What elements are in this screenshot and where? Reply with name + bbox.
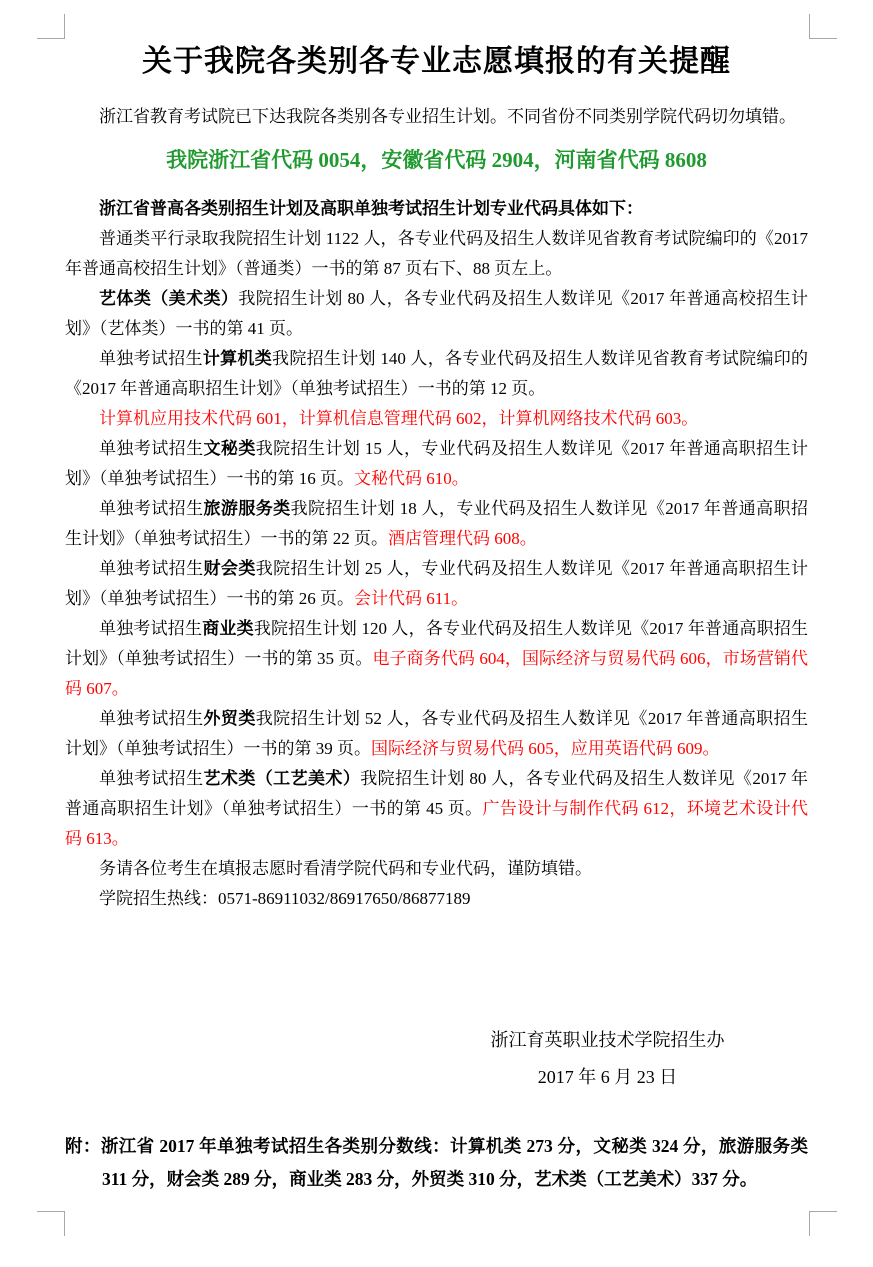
signature-org: 浙江育英职业技术学院招生办 [490, 1030, 725, 1050]
text-run: 浙江省普高各类别招生计划及高职单独考试招生计划专业代码具体如下： [99, 199, 643, 218]
paragraph [65, 284, 808, 344]
college-codes-line [65, 144, 808, 176]
crop-mark-bottom-right [809, 1211, 837, 1236]
text-run: 文秘代码 610。 [354, 469, 469, 488]
paragraph [65, 194, 808, 224]
text-run: 文秘类 [203, 439, 256, 458]
text-run: 计算机应用技术代码 601，计算机信息管理代码 602，计算机网络技术代码 603。 [99, 409, 699, 428]
paragraph [65, 884, 808, 914]
paragraph [65, 344, 808, 404]
appendix [65, 1130, 808, 1196]
paragraph [65, 764, 808, 854]
text-run: 酒店管理代码 608。 [388, 529, 537, 548]
text-run: 单独考试招生 [99, 769, 204, 788]
text-run: 广告设计与制作代码 612，环境艺术设计代码 613。 [65, 799, 809, 848]
paragraph [65, 404, 808, 434]
text-run: 务请各位考生在填报志愿时看清学院代码和专业代码，谨防填错。 [99, 859, 592, 878]
text-run: 单独考试招生 [99, 499, 204, 518]
text-run: 我院招生计划 140 人，各专业代码及招生人数详见省教育考试院编印的《2017 年普通高职招生计划》（单独考试招生）一书的第 12 页。 [65, 349, 809, 398]
document-body [65, 102, 808, 914]
appendix-prefix: 附： [65, 1136, 101, 1156]
text-run: 单独考试招生 [99, 349, 203, 368]
signature-date: 2017 年 6 月 23 日 [537, 1067, 678, 1087]
text-run: 国际经济与贸易代码 605，应用英语代码 609。 [371, 739, 720, 758]
text-run: 外贸类 [203, 709, 256, 728]
appendix-text: 浙江省 2017 年单独考试招生各类别分数线：计算机类 273 分，文秘类 324 分，旅游服务类 311 分，财会类 289 分，商业类 283 分，外贸类 310 分，艺术类（工艺美术）337 分。 [100, 1136, 809, 1189]
text-run: 普通类平行录取我院招生计划 1122 人，各专业代码及招生人数详见省教育考试院编印的《2017 年普通高校招生计划》（普通类）一书的第 87 页右下、88 页左上。 [65, 229, 808, 278]
crop-mark-bottom-left [37, 1211, 65, 1236]
text-run: 艺术类（工艺美术） [203, 769, 361, 788]
text-run: 单独考试招生 [99, 619, 203, 638]
paragraph [65, 704, 808, 764]
text-run: 我院招生计划 18 人，专业代码及招生人数详见《2017 年普通高职招生计划》（单独考试招生）一书的第 22 页。 [65, 499, 809, 548]
text-run: 旅游服务类 [203, 499, 291, 518]
text-run: 商业类 [202, 619, 254, 638]
crop-mark-top-right [809, 14, 837, 39]
text-run: 艺体类（美术类） [99, 289, 239, 308]
paragraph [65, 434, 808, 494]
text-run: 我院招生计划 80 人，各专业代码及招生人数详见《2017 年普通高职招生计划》（单独考试招生）一书的第 45 页。 [65, 769, 808, 818]
text-run: 我院招生计划 52 人，各专业代码及招生人数详见《2017 年普通高职招生计划》（单独考试招生）一书的第 39 页。 [65, 709, 808, 758]
text-run: 单独考试招生 [99, 439, 204, 458]
text-run: 学院招生热线：0571-86911032/86917650/86877189 [99, 889, 471, 908]
crop-mark-top-left [37, 14, 65, 39]
text-run: 单独考试招生 [99, 559, 204, 578]
text-run: 财会类 [203, 559, 256, 578]
paragraph [65, 614, 808, 704]
text-run: 电子商务代码 604，国际经济与贸易代码 606，市场营销代码 607。 [65, 649, 809, 698]
paragraph [65, 224, 808, 284]
document-title: 关于我院各类别各专业志愿填报的有关提醒 [142, 45, 731, 78]
text-run: 我院招生计划 25 人，专业代码及招生人数详见《2017 年普通高职招生计划》（单独考试招生）一书的第 26 页。 [65, 559, 808, 608]
text-run: 单独考试招生 [99, 709, 204, 728]
paragraph [65, 554, 808, 614]
signature-block [65, 1022, 808, 1096]
text-run: 会计代码 611。 [354, 589, 469, 608]
text-run: 计算机类 [202, 349, 273, 368]
document-content [65, 42, 808, 1196]
paragraph [65, 494, 808, 554]
text-run: 我院浙江省代码 0054，安徽省代码 2904，河南省代码 8608 [166, 148, 707, 172]
paragraph [65, 102, 808, 132]
text-run: 浙江省教育考试院已下达我院各类别各专业招生计划。不同省份不同类别学院代码切勿填错。 [99, 107, 796, 126]
paragraph [65, 854, 808, 884]
text-run: 我院招生计划 120 人，各专业代码及招生人数详见《2017 年普通高职招生计划》（单独考试招生）一书的第 35 页。 [65, 619, 809, 668]
text-run: 我院招生计划 15 人，专业代码及招生人数详见《2017 年普通高职招生计划》（单独考试招生）一书的第 16 页。 [65, 439, 808, 488]
text-run: 我院招生计划 80 人，各专业代码及招生人数详见《2017 年普通高校招生计划》（艺体类）一书的第 41 页。 [65, 289, 809, 338]
